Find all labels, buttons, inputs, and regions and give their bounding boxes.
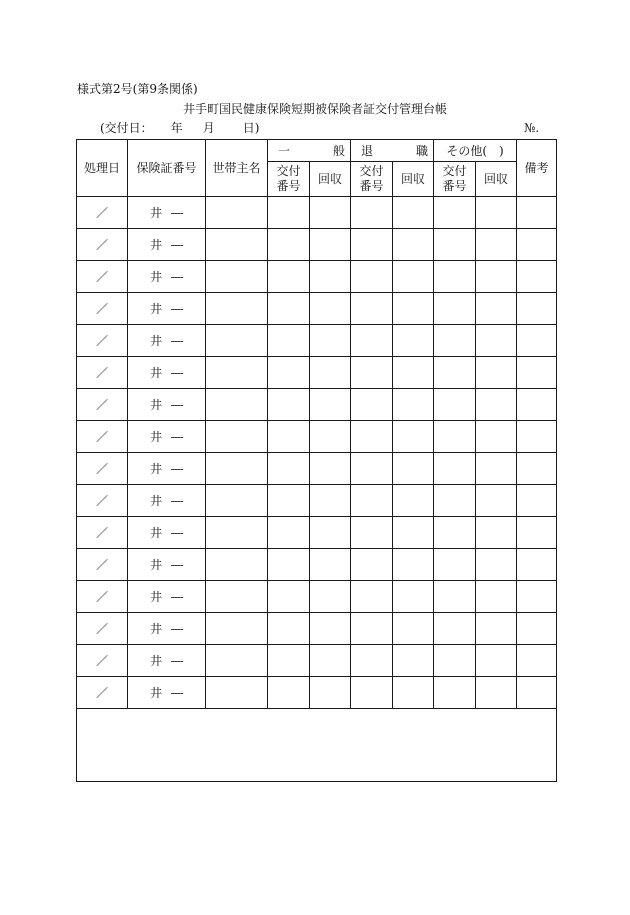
- processing-date-cell: [77, 453, 128, 485]
- remarks-cell: [517, 197, 557, 229]
- remarks-cell: [517, 389, 557, 421]
- card-number-prefix: 井: [149, 429, 162, 444]
- other-issue-number-cell: [434, 581, 476, 613]
- card-number-cell: [128, 581, 206, 613]
- general-collected-cell: [310, 677, 351, 709]
- general-issue-number-cell: [268, 229, 310, 261]
- retired-issue-number-cell: [351, 549, 393, 581]
- processing-date-cell: [77, 581, 128, 613]
- general-collected-cell: [310, 517, 351, 549]
- general-issue-number-cell: [268, 453, 310, 485]
- remarks-cell: [517, 357, 557, 389]
- processing-date-cell: [77, 261, 128, 293]
- general-issue-number-cell: [268, 421, 310, 453]
- other-collected-header: 回収: [476, 162, 517, 197]
- card-number-dash: ―: [171, 365, 183, 380]
- processing-date-cell: [77, 677, 128, 709]
- date-slash: ／: [95, 493, 108, 508]
- retired-collected-cell: [393, 645, 434, 677]
- card-number-prefix: 井: [149, 333, 162, 348]
- other-collected-cell: [476, 261, 517, 293]
- card-number-cell: [128, 229, 206, 261]
- retired-issue-number-cell: [351, 389, 393, 421]
- processing-date-cell: [77, 613, 128, 645]
- other-issue-number-cell: [434, 293, 476, 325]
- retired-collected-cell: [393, 229, 434, 261]
- general-issue-number-label: 交付 番号: [276, 164, 301, 193]
- retired-issue-number-cell: [351, 453, 393, 485]
- issue-date-label: (交付日：: [100, 121, 153, 135]
- table-row: [77, 581, 557, 613]
- processing-date-cell: [77, 197, 128, 229]
- retired-collected-cell: [393, 261, 434, 293]
- table-row: [77, 325, 557, 357]
- table-row: [77, 293, 557, 325]
- general-issue-number-cell: [268, 293, 310, 325]
- general-issue-number-cell: [268, 485, 310, 517]
- card-number-prefix: 井: [149, 205, 162, 220]
- card-number-cell: [128, 293, 206, 325]
- general-collected-cell: [310, 549, 351, 581]
- other-collected-cell: [476, 517, 517, 549]
- other-collected-cell: [476, 389, 517, 421]
- date-slash: ／: [95, 333, 108, 348]
- other-collected-cell: [476, 645, 517, 677]
- card-number-dash: ―: [171, 301, 183, 316]
- other-issue-number-cell: [434, 613, 476, 645]
- retired-issue-number-cell: [351, 581, 393, 613]
- processing-date-cell: [77, 549, 128, 581]
- general-issue-number-cell: [268, 645, 310, 677]
- retired-issue-number-cell: [351, 229, 393, 261]
- other-issue-number-cell: [434, 645, 476, 677]
- date-slash: ／: [95, 589, 108, 604]
- card-number-cell: [128, 517, 206, 549]
- card-number-cell: [128, 421, 206, 453]
- general-collected-cell: [310, 421, 351, 453]
- processing-date-cell: [77, 293, 128, 325]
- date-slash: ／: [95, 653, 108, 668]
- processing-date-cell: [77, 325, 128, 357]
- processing-date-cell: [77, 389, 128, 421]
- date-slash: ／: [95, 237, 108, 252]
- card-number-dash: ―: [171, 653, 183, 668]
- householder-name-cell: [206, 517, 268, 549]
- date-slash: ／: [95, 525, 108, 540]
- remarks-cell: [517, 581, 557, 613]
- general-collected-cell: [310, 453, 351, 485]
- other-issue-number-cell: [434, 261, 476, 293]
- other-collected-cell: [476, 613, 517, 645]
- householder-name-cell: [206, 325, 268, 357]
- retired-collected-cell: [393, 389, 434, 421]
- date-slash: ／: [95, 557, 108, 572]
- table-row: [77, 677, 557, 709]
- retired-collected-cell: [393, 485, 434, 517]
- remarks-cell: [517, 485, 557, 517]
- table-row: [77, 645, 557, 677]
- document-title: 井手町国民健康保険短期被保険者証交付管理台帳: [182, 102, 447, 116]
- date-slash: ／: [95, 301, 108, 316]
- card-number-cell: [128, 613, 206, 645]
- general-collected-cell: [310, 389, 351, 421]
- card-number-prefix: 井: [149, 237, 162, 252]
- notes-row: [77, 709, 557, 782]
- retired-issue-number-cell: [351, 325, 393, 357]
- group-retired-first-char: 退: [361, 143, 374, 158]
- card-number-prefix: 井: [149, 397, 162, 412]
- retired-collected-header: 回収: [393, 162, 434, 197]
- ledger-body: [77, 197, 557, 709]
- retired-issue-number-cell: [351, 517, 393, 549]
- general-issue-number-header: [268, 162, 310, 197]
- householder-name-cell: [206, 453, 268, 485]
- group-header-other: その他( ): [434, 140, 517, 162]
- general-collected-cell: [310, 229, 351, 261]
- card-number-cell: [128, 677, 206, 709]
- issue-month-label: 月: [202, 121, 215, 135]
- group-header-general: [268, 140, 351, 162]
- retired-issue-number-cell: [351, 421, 393, 453]
- date-slash: ／: [95, 461, 108, 476]
- other-collected-cell: [476, 357, 517, 389]
- general-collected-cell: [310, 613, 351, 645]
- table-row: [77, 485, 557, 517]
- card-number-dash: ―: [171, 461, 183, 476]
- card-number-dash: ―: [171, 493, 183, 508]
- column-header-date: 処理日: [77, 140, 128, 197]
- card-number-prefix: 井: [149, 525, 162, 540]
- card-number-prefix: 井: [149, 653, 162, 668]
- remarks-cell: [517, 229, 557, 261]
- general-issue-number-cell: [268, 197, 310, 229]
- general-issue-number-cell: [268, 613, 310, 645]
- other-issue-number-label: 交付 番号: [442, 164, 467, 193]
- date-slash: ／: [95, 621, 108, 636]
- retired-issue-number-cell: [351, 645, 393, 677]
- other-issue-number-cell: [434, 549, 476, 581]
- table-row: [77, 517, 557, 549]
- card-number-prefix: 井: [149, 589, 162, 604]
- householder-name-cell: [206, 229, 268, 261]
- issue-date-line: [100, 121, 259, 135]
- card-number-dash: ―: [171, 589, 183, 604]
- remarks-cell: [517, 293, 557, 325]
- general-collected-cell: [310, 293, 351, 325]
- processing-date-cell: [77, 229, 128, 261]
- householder-name-cell: [206, 389, 268, 421]
- card-number-dash: ―: [171, 621, 183, 636]
- other-collected-cell: [476, 485, 517, 517]
- card-number-prefix: 井: [149, 301, 162, 316]
- general-issue-number-cell: [268, 581, 310, 613]
- general-collected-cell: [310, 645, 351, 677]
- card-number-prefix: 井: [149, 685, 162, 700]
- general-collected-cell: [310, 581, 351, 613]
- card-number-dash: ―: [171, 237, 183, 252]
- retired-collected-cell: [393, 453, 434, 485]
- remarks-cell: [517, 517, 557, 549]
- other-issue-number-cell: [434, 485, 476, 517]
- card-number-dash: ―: [171, 685, 183, 700]
- date-slash: ／: [95, 269, 108, 284]
- retired-collected-cell: [393, 613, 434, 645]
- card-number-prefix: 井: [149, 461, 162, 476]
- card-number-dash: ―: [171, 525, 183, 540]
- retired-collected-cell: [393, 325, 434, 357]
- card-number-cell: [128, 389, 206, 421]
- column-header-householder: 世帯主名: [206, 140, 268, 197]
- householder-name-cell: [206, 677, 268, 709]
- processing-date-cell: [77, 517, 128, 549]
- general-collected-cell: [310, 357, 351, 389]
- retired-issue-number-cell: [351, 677, 393, 709]
- retired-issue-number-cell: [351, 613, 393, 645]
- retired-collected-cell: [393, 517, 434, 549]
- general-issue-number-cell: [268, 325, 310, 357]
- other-collected-cell: [476, 293, 517, 325]
- processing-date-cell: [77, 485, 128, 517]
- table-row: [77, 549, 557, 581]
- householder-name-cell: [206, 549, 268, 581]
- general-collected-cell: [310, 197, 351, 229]
- group-general-first-char: 一: [278, 143, 291, 158]
- remarks-cell: [517, 645, 557, 677]
- householder-name-cell: [206, 261, 268, 293]
- card-number-cell: [128, 453, 206, 485]
- general-issue-number-cell: [268, 261, 310, 293]
- remarks-cell: [517, 325, 557, 357]
- householder-name-cell: [206, 357, 268, 389]
- general-issue-number-cell: [268, 357, 310, 389]
- remarks-cell: [517, 677, 557, 709]
- retired-collected-cell: [393, 421, 434, 453]
- retired-issue-number-cell: [351, 293, 393, 325]
- date-slash: ／: [95, 397, 108, 412]
- general-collected-cell: [310, 325, 351, 357]
- retired-issue-number-cell: [351, 357, 393, 389]
- column-header-card-number: 保険証番号: [128, 140, 206, 197]
- other-collected-cell: [476, 453, 517, 485]
- card-number-cell: [128, 261, 206, 293]
- form-number: 様式第2号(第9条関係): [77, 82, 198, 96]
- card-number-cell: [128, 485, 206, 517]
- header-row-groups: [77, 140, 557, 162]
- card-number-cell: [128, 325, 206, 357]
- card-number-prefix: 井: [149, 269, 162, 284]
- table-row: [77, 229, 557, 261]
- other-issue-number-cell: [434, 389, 476, 421]
- group-general-second-char: 般: [332, 143, 345, 158]
- table-row: [77, 197, 557, 229]
- date-slash: ／: [95, 429, 108, 444]
- general-issue-number-cell: [268, 677, 310, 709]
- general-collected-header: 回収: [310, 162, 351, 197]
- card-number-dash: ―: [171, 333, 183, 348]
- remarks-cell: [517, 421, 557, 453]
- ledger-table: [76, 139, 557, 782]
- householder-name-cell: [206, 485, 268, 517]
- other-collected-cell: [476, 421, 517, 453]
- issue-year-label: 年: [170, 121, 183, 135]
- retired-collected-cell: [393, 549, 434, 581]
- remarks-cell: [517, 613, 557, 645]
- issue-day-label: 日): [242, 121, 260, 135]
- retired-collected-cell: [393, 677, 434, 709]
- notes-area: [77, 709, 557, 782]
- card-number-dash: ―: [171, 269, 183, 284]
- table-row: [77, 453, 557, 485]
- card-number-prefix: 井: [149, 365, 162, 380]
- householder-name-cell: [206, 581, 268, 613]
- general-collected-cell: [310, 261, 351, 293]
- date-slash: ／: [95, 685, 108, 700]
- other-issue-number-cell: [434, 421, 476, 453]
- other-collected-cell: [476, 581, 517, 613]
- retired-collected-cell: [393, 357, 434, 389]
- general-issue-number-cell: [268, 517, 310, 549]
- card-number-dash: ―: [171, 397, 183, 412]
- householder-name-cell: [206, 421, 268, 453]
- other-collected-cell: [476, 229, 517, 261]
- card-number-prefix: 井: [149, 557, 162, 572]
- retired-collected-cell: [393, 197, 434, 229]
- table-row: [77, 389, 557, 421]
- processing-date-cell: [77, 421, 128, 453]
- retired-collected-cell: [393, 293, 434, 325]
- other-collected-cell: [476, 325, 517, 357]
- other-issue-number-cell: [434, 453, 476, 485]
- card-number-cell: [128, 645, 206, 677]
- table-row: [77, 357, 557, 389]
- general-issue-number-cell: [268, 549, 310, 581]
- card-number-cell: [128, 357, 206, 389]
- card-number-dash: ―: [171, 557, 183, 572]
- card-number-dash: ―: [171, 205, 183, 220]
- householder-name-cell: [206, 293, 268, 325]
- table-row: [77, 421, 557, 453]
- other-issue-number-cell: [434, 197, 476, 229]
- remarks-cell: [517, 453, 557, 485]
- processing-date-cell: [77, 357, 128, 389]
- general-collected-cell: [310, 485, 351, 517]
- householder-name-cell: [206, 613, 268, 645]
- group-header-retired: [351, 140, 434, 162]
- date-slash: ／: [95, 365, 108, 380]
- card-number-cell: [128, 549, 206, 581]
- householder-name-cell: [206, 197, 268, 229]
- column-header-remarks: 備考: [517, 140, 557, 197]
- retired-issue-number-header: [351, 162, 393, 197]
- card-number-dash: ―: [171, 429, 183, 444]
- card-number-cell: [128, 197, 206, 229]
- other-issue-number-cell: [434, 229, 476, 261]
- other-collected-cell: [476, 677, 517, 709]
- card-number-prefix: 井: [149, 493, 162, 508]
- table-row: [77, 613, 557, 645]
- processing-date-cell: [77, 645, 128, 677]
- other-collected-cell: [476, 197, 517, 229]
- other-issue-number-cell: [434, 357, 476, 389]
- table-row: [77, 261, 557, 293]
- householder-name-cell: [206, 645, 268, 677]
- remarks-cell: [517, 549, 557, 581]
- retired-collected-cell: [393, 581, 434, 613]
- other-issue-number-cell: [434, 325, 476, 357]
- retired-issue-number-cell: [351, 261, 393, 293]
- other-issue-number-cell: [434, 517, 476, 549]
- general-issue-number-cell: [268, 389, 310, 421]
- retired-issue-number-cell: [351, 197, 393, 229]
- card-number-prefix: 井: [149, 621, 162, 636]
- remarks-cell: [517, 261, 557, 293]
- other-issue-number-cell: [434, 677, 476, 709]
- group-retired-second-char: 職: [415, 143, 428, 158]
- date-slash: ／: [95, 205, 108, 220]
- other-issue-number-header: [434, 162, 476, 197]
- number-label: №.: [524, 121, 540, 135]
- retired-issue-number-label: 交付 番号: [359, 164, 384, 193]
- other-collected-cell: [476, 549, 517, 581]
- retired-issue-number-cell: [351, 485, 393, 517]
